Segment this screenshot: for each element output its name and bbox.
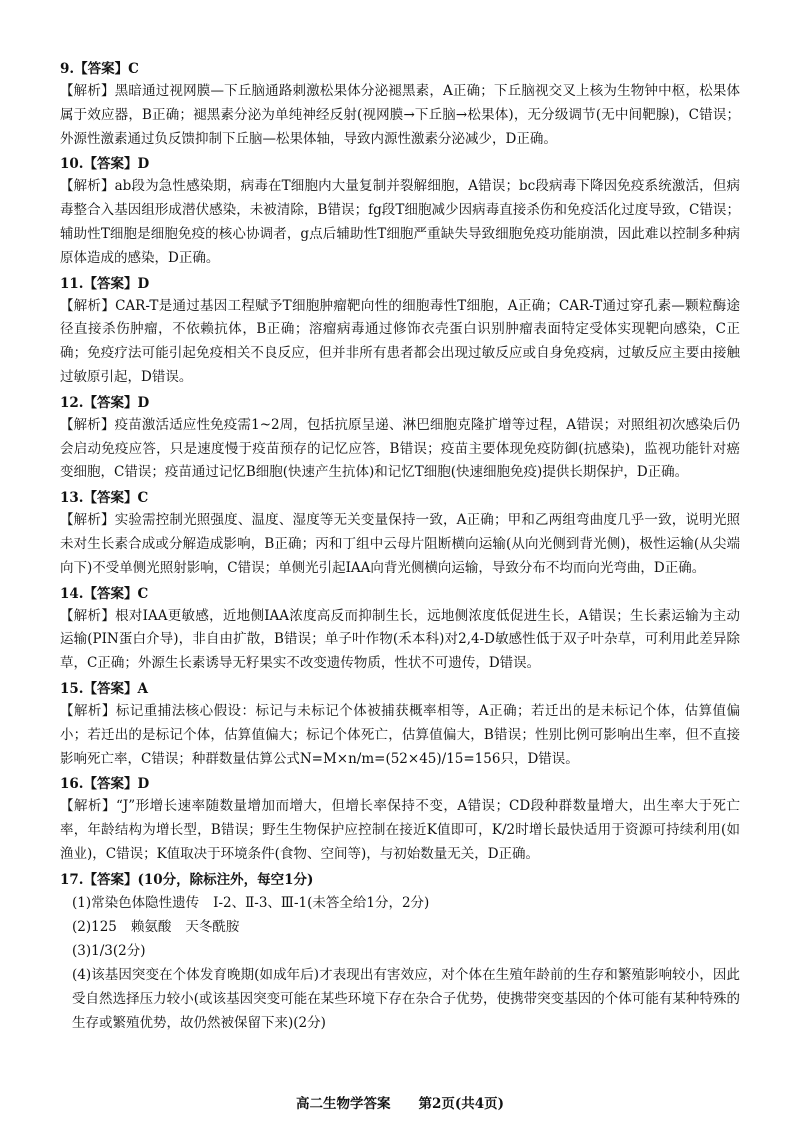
answer-heading: 15.【答案】A — [60, 680, 148, 697]
question-14 — [60, 583, 740, 676]
question-17 — [60, 869, 740, 1035]
question-11 — [60, 273, 740, 390]
footer-subject: 高二生物学答案 — [295, 1096, 391, 1112]
answer-part-2b: 赖氨酸 — [130, 918, 172, 935]
question-9 — [60, 58, 740, 151]
answer-part-3: (3)1/3(2分) — [72, 942, 146, 959]
question-16 — [60, 773, 740, 866]
answer-heading: 11.【答案】D — [60, 275, 150, 292]
explanation-text: 【解析】黑暗通过视网膜—下丘脑通路刺激松果体分泌褪黑素，A正确；下丘脑视交叉上核为生物钟中枢，松果体属于效应器，B正确；褪黑素分泌为单纯神经反射(视网膜→下丘脑→松果体)，无分级调节(无中间靶腺)，C错误；外源性激素通过负反馈抑制下丘脑—松果体轴，导致内源性激素分泌减少，D正确。 — [60, 83, 740, 147]
answer-page — [60, 58, 740, 1035]
explanation-text: 【解析】实验需控制光照强度、温度、湿度等无关变量保持一致，A正确；甲和乙两组弯曲度几乎一致，说明光照未对生长素合成或分解造成影响，B正确；丙和丁组中云母片阻断横向运输(从向光侧到背光侧)，极性运输(从尖端向下)不受单侧光照射影响，C错误；单侧光引起IAA向背光侧横向运输，导致分布不均而向光弯曲，D正确。 — [60, 512, 740, 576]
answer-heading: 13.【答案】C — [60, 490, 149, 507]
question-12 — [60, 392, 740, 485]
answer-part-2c: 天冬酰胺 — [185, 918, 240, 935]
answer-part-1a: (1)常染色体隐性遗传 — [72, 894, 200, 911]
answer-heading: 12.【答案】D — [60, 394, 150, 411]
answer-part-2a: (2)125 — [72, 918, 117, 935]
answer-part-2 — [60, 915, 740, 939]
explanation-text: 【解析】CAR-T是通过基因工程赋予T细胞肿瘤靶向性的细胞毒性T细胞，A正确；CAR-T通过穿孔素—颗粒酶途径直接杀伤肿瘤，不依赖抗体，B正确；溶瘤病毒通过修饰衣壳蛋白识别肿瘤表面特定受体实现靶向感染，C正确；免疫疗法可能引起免疫相关不良反应，但并非所有患者都会出现过敏反应或自身免疫病，过敏反应主要由接触过敏原引起，D错误。 — [60, 297, 740, 385]
explanation-text: 【解析】疫苗激活适应性免疫需1~2周，包括抗原呈递、淋巴细胞克隆扩增等过程，A错误；对照组初次感染后仍会启动免疫应答，只是速度慢于疫苗预存的记忆应答，B错误；疫苗主要体现免疫防御(抗感染)，监视功能针对癌变细胞，C错误；疫苗通过记忆B细胞(快速产生抗体)和记忆T细胞(快速细胞免疫)提供长期保护，D正确。 — [60, 416, 740, 481]
page-footer — [0, 1092, 800, 1112]
answer-part-1 — [60, 891, 740, 915]
explanation-text: 【解析】ab段为急性感染期，病毒在T细胞内大量复制并裂解细胞，A错误；bc段病毒下降因免疫系统激活，但病毒整合入基因组形成潜伏感染，未被清除，B错误；fg段T细胞减少因病毒直接杀伤和免疫活化过度导致，C错误；辅助性T细胞是细胞免疫的核心协调者，g点后辅助性T细胞严重缺失导致细胞免疫功能崩溃，因此难以控制多种病原体造成的感染，D正确。 — [60, 178, 740, 266]
answer-heading: 10.【答案】D — [60, 156, 150, 173]
answer-part-1b: Ⅰ-2、Ⅱ-3、Ⅲ-1(未答全给1分，2分) — [213, 894, 430, 911]
explanation-text: 【解析】根对IAA更敏感，近地侧IAA浓度高反而抑制生长，远地侧浓度低促进生长，A错误；生长素运输为主动运输(PIN蛋白介导)，非自由扩散，B错误；单子叶作物(禾本科)对2,4-D敏感性低于双子叶杂草，可利用此差异除草，C正确；外源生长素诱导无籽果实不改变遗传物质，性状不可遗传，D错误。 — [60, 607, 740, 672]
question-13 — [60, 487, 740, 580]
answer-heading: 16.【答案】D — [60, 776, 150, 793]
explanation-text: 【解析】标记重捕法核心假设：标记与未标记个体被捕获概率相等，A正确；若迁出的是未标记个体，估算值偏小；若迁出的是标记个体，估算值偏大；标记个体死亡，估算值偏大，B错误；性别比例可影响出生率，但不直接影响死亡率，C错误；种群数量估算公式N=M×n/m=(52×45)/15=156只，D错误。 — [60, 702, 740, 767]
answer-heading: 14.【答案】C — [60, 585, 149, 602]
explanation-text: 【解析】“J”形增长速率随数量增加而增大，但增长率保持不变，A错误；CD段种群数量增大，出生率大于死亡率，年龄结构为增长型，B错误；野生生物保护应控制在接近K值即可，K/2时增长最快适用于资源可持续利用(如渔业)，C错误；K值取决于环境条件(食物、空间等)，与初始数量无关，D正确。 — [60, 798, 740, 862]
answer-heading: 9.【答案】C — [60, 61, 139, 77]
question-10 — [60, 153, 740, 270]
footer-page-number: 第2页(共4页) — [418, 1096, 505, 1112]
answer-heading: 17.【答案】(10分，除标注外，每空1分) — [60, 871, 314, 888]
question-15 — [60, 678, 740, 771]
answer-part-4: (4)该基因突变在个体发育晚期(如成年后)才表现出有害效应，对个体在生殖年龄前的生存和繁殖影响较小，因此受自然选择压力较小(或该基因突变可能在某些环境下存在杂合子优势，使携带突变基因的个体可能有某种特殊的生存或繁殖优势，故仍然被保留下来)(2分) — [72, 966, 740, 1031]
